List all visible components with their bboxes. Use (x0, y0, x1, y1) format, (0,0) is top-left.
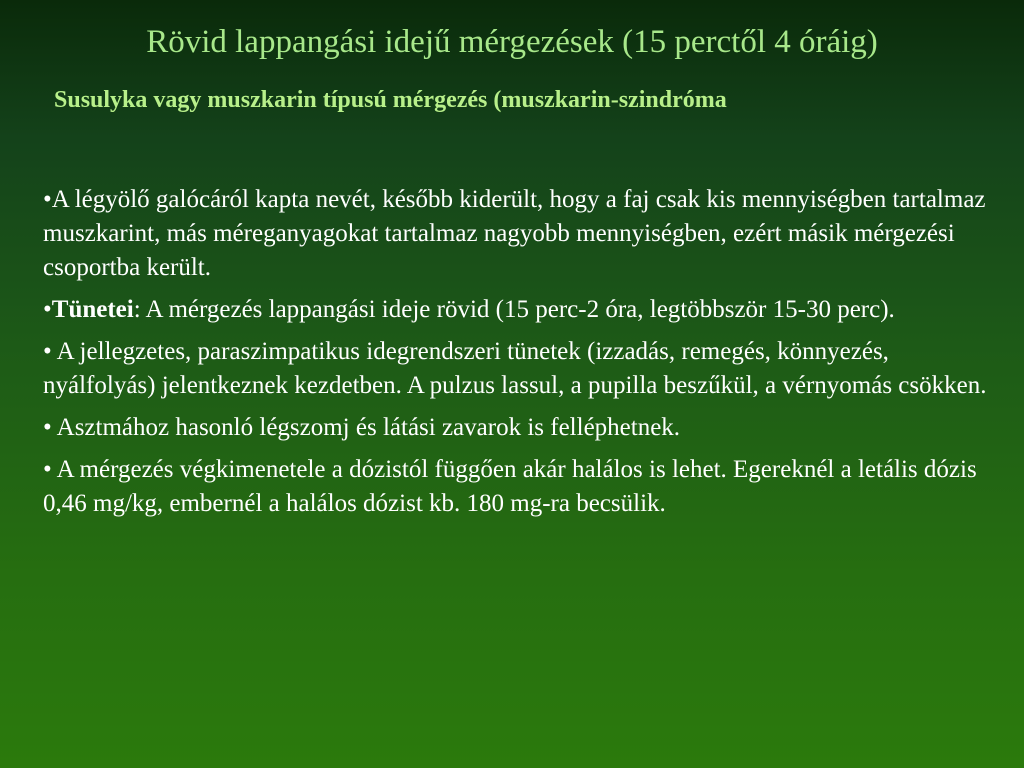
bullet-marker: • (43, 414, 52, 441)
bullet-bold: Tünetei (51, 296, 134, 323)
bullet-item (43, 453, 1003, 521)
bullet-marker: • (43, 296, 52, 323)
bullet-list (43, 183, 1003, 529)
bullet-marker: • (43, 186, 52, 213)
bullet-item (43, 335, 1003, 403)
slide-title: Rövid lappangási idejű mérgezések (15 perctől 4 óráig) (146, 24, 878, 60)
bullet-item (43, 411, 1003, 445)
bullet-text: A légyölő galócáról kapta nevét, később kiderült, hogy a faj csak kis mennyiségben tartalmaz muszkarint, más méreganyagokat tartalmaz nagyobb mennyiségben, ezért másik mérgezési csoportba került. (43, 186, 986, 281)
bullet-text: : A mérgezés lappangási ideje rövid (15 perc-2 óra, legtöbbször 15-30 perc). (133, 296, 895, 323)
bullet-text: A mérgezés végkimenetele a dózistól függően akár halálos is lehet. Egereknél a letális dózis 0,46 mg/kg, embernél a halálos dózist kb. 180 mg-ra becsülik. (43, 456, 977, 517)
slide-subtitle: Susulyka vagy muszkarin típusú mérgezés (muszkarin-szindróma (54, 87, 727, 113)
bullet-marker: • (43, 456, 52, 483)
bullet-text: Asztmához hasonló légszomj és látási zavarok is felléphetnek. (51, 414, 681, 441)
bullet-item (43, 293, 1003, 327)
bullet-text: A jellegzetes, paraszimpatikus idegrendszeri tünetek (izzadás, remegés, könnyezés, nyálfolyás) jelentkeznek kezdetben. A pulzus lassul, a pupilla beszűkül, a vérnyomás csökken. (43, 338, 987, 399)
bullet-marker: • (43, 338, 52, 365)
bullet-item (43, 183, 1003, 285)
